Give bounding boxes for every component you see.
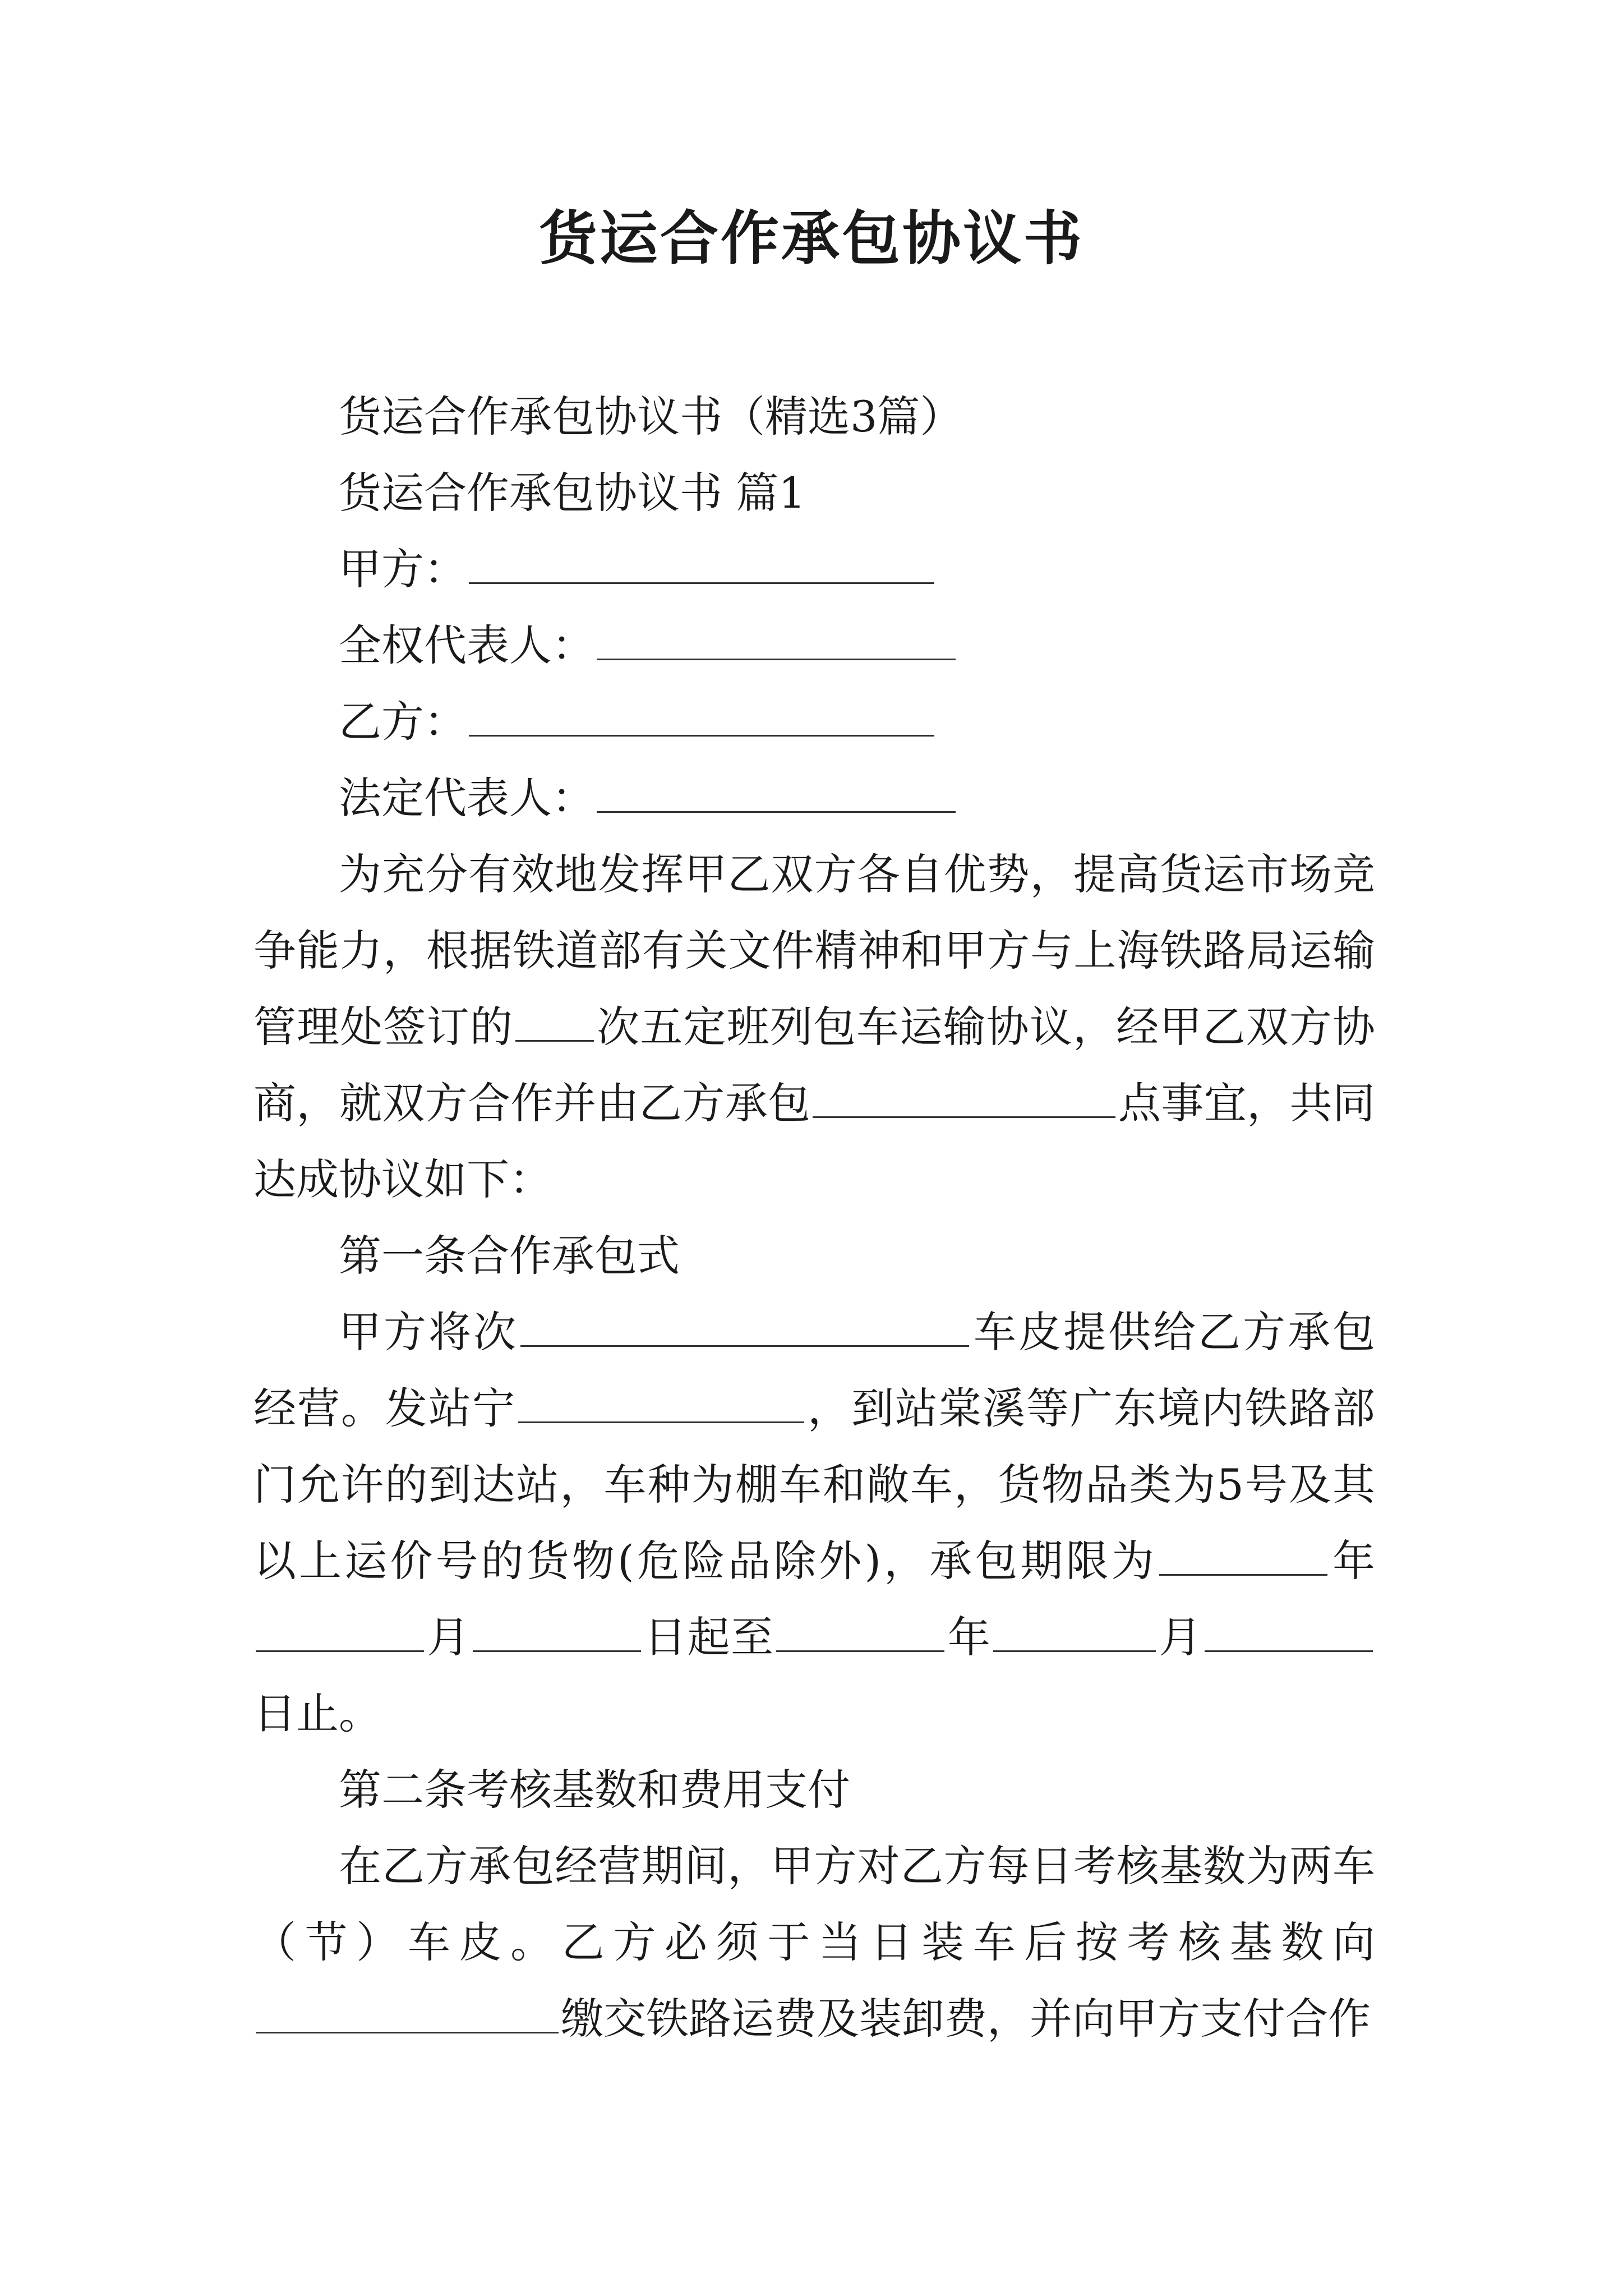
intro-paragraph: 为充分有效地发挥甲乙双方各自优势，提高货运市场竞争能力，根据铁道部有关文件精神和甲方与上海铁路局运输管理处签订的 次五定班列包车运输协议，经甲乙双方协商，就双方合作并由乙方承包 点事宜，共同达成协议如下：: [253, 849, 1376, 1204]
document-title: 货运合作承包协议书: [538, 204, 1084, 273]
authorized-rep-line: [253, 608, 1375, 684]
section-heading: 货运合作承包协议书 篇1: [339, 468, 806, 518]
legal-rep-line: [253, 760, 1375, 836]
party-b-blank: [469, 693, 934, 737]
end-day-blank: [1205, 1609, 1373, 1652]
start-day-blank: [473, 1609, 641, 1652]
legal-rep-blank: [597, 770, 956, 813]
location-blank: [813, 1075, 1115, 1118]
end-month-blank: [993, 1609, 1156, 1652]
end-year-blank: [776, 1609, 944, 1652]
payee-blank: [256, 1990, 559, 2033]
article1-heading: 第一条合作承包式: [339, 1231, 680, 1281]
party-b-line: [253, 684, 1375, 760]
article2-heading: 第二条考核基数和费用支付: [339, 1765, 850, 1815]
start-month-blank: [256, 1609, 424, 1652]
party-b-label: 乙方：: [339, 697, 467, 747]
document-body: [253, 379, 1375, 2057]
party-a-line: [253, 531, 1375, 608]
article2-paragraph: 在乙方承包经营期间，甲方对乙方每日考核基数为两车（节）车皮。乙方必须于当日装车后按考核基数向缴交铁路运费及装卸费，并向甲方支付合作: [253, 1841, 1375, 2044]
train-number-blank: [515, 999, 594, 1042]
start-year-blank: [1159, 1533, 1327, 1576]
station-blank: [518, 1380, 804, 1423]
train-blank: [520, 1304, 969, 1347]
article1-paragraph: 甲方将次 车皮提供给乙方承包经营。发站宁 ，到站棠溪等广东境内铁路部门允许的到达站，车种为棚车和敞车，货物品类为5号及其以上运价号的货物(危险品除外)，承包期限为 年月 日起至 年 月日止。: [253, 1294, 1375, 1752]
authorized-rep-label: 全权代表人：: [339, 620, 594, 670]
authorized-rep-blank: [597, 617, 956, 660]
legal-rep-label: 法定代表人：: [339, 773, 594, 823]
party-a-blank: [469, 541, 934, 584]
party-a-label: 甲方：: [339, 544, 467, 594]
subtitle: 货运合作承包协议书（精选3篇）: [339, 392, 963, 441]
